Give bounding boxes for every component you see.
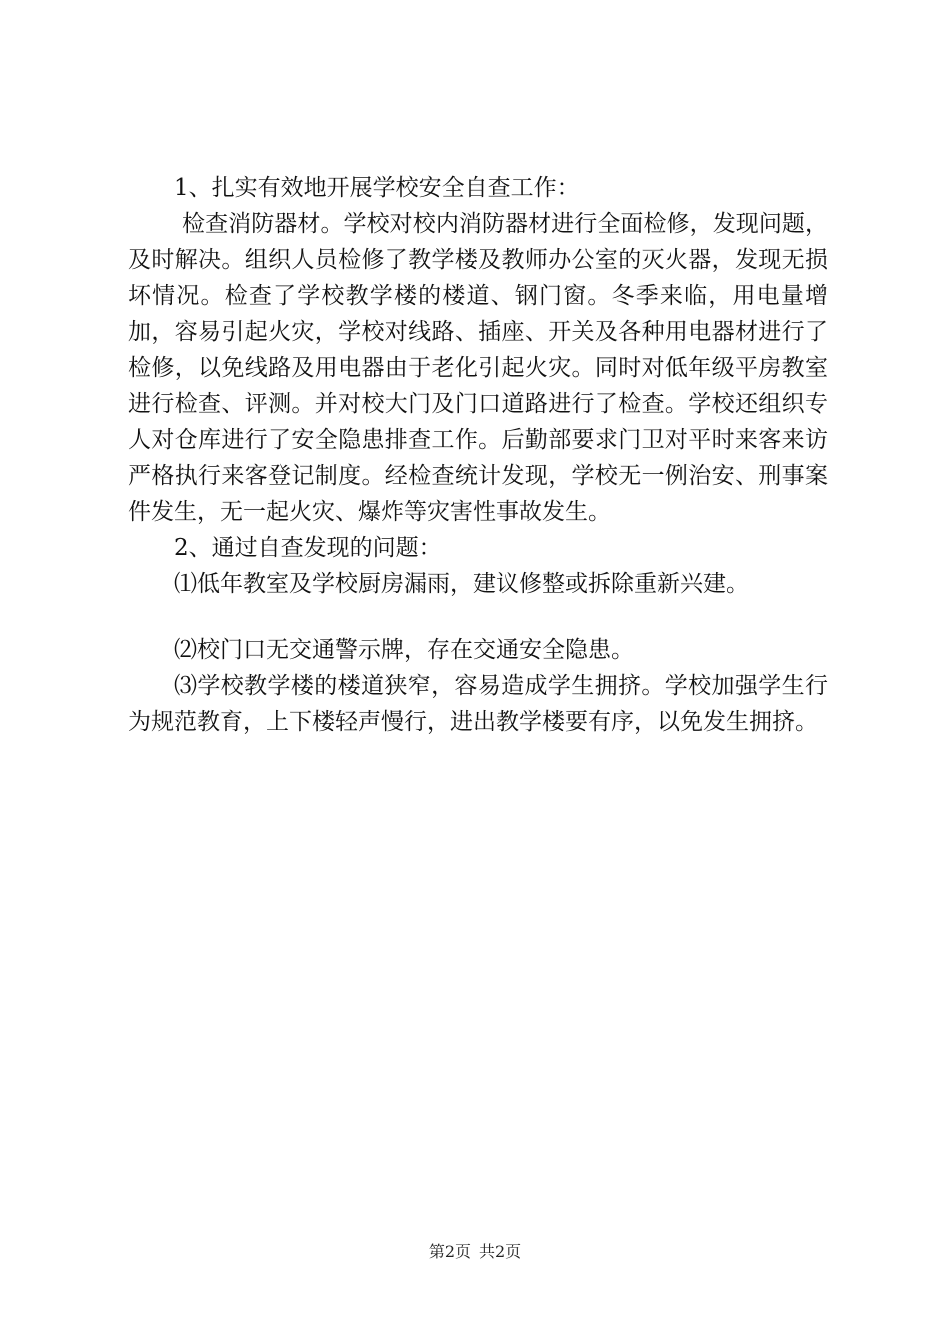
page-number-total: 共2页	[479, 1242, 522, 1261]
document-body	[128, 170, 828, 740]
issue-item-3: ⑶学校教学楼的楼道狭窄，容易造成学生拥挤。学校加强学生行为规范教育，上下楼轻声慢行，进出教学楼要有序，以免发生拥挤。	[128, 673, 828, 735]
issue-item-2: ⑵校门口无交通警示牌，存在交通安全隐患。	[174, 637, 634, 663]
page-number-current: 第2页	[428, 1242, 471, 1261]
section-heading-1: 1、扎实有效地开展学校安全自查工作：	[174, 175, 580, 201]
page-footer	[0, 1241, 950, 1263]
issue-item-1: ⑴低年教室及学校厨房漏雨，建议修整或拆除重新兴建。	[174, 571, 749, 597]
section-heading-2: 2、通过自查发现的问题：	[174, 535, 442, 561]
body-paragraph-inspection: 检查消防器材。学校对校内消防器材进行全面检修，发现问题，及时解决。组织人员检修了教学楼及教师办公室的灭火器，发现无损坏情况。检查了学校教学楼的楼道、钢门窗。冬季来临，用电量增加，容易引起火灾，学校对线路、插座、开关及各种用电器材进行了检修，以免线路及用电器由于老化引起火灾。同时对低年级平房教室进行检查、评测。并对校大门及门口道路进行了检查。学校还组织专人对仓库进行了安全隐患排查工作。后勤部要求门卫对平时来客来访严格执行来客登记制度。经检查统计发现，学校无一例治安、刑事案件发生，无一起火灾、爆炸等灾害性事故发生。	[128, 211, 828, 525]
